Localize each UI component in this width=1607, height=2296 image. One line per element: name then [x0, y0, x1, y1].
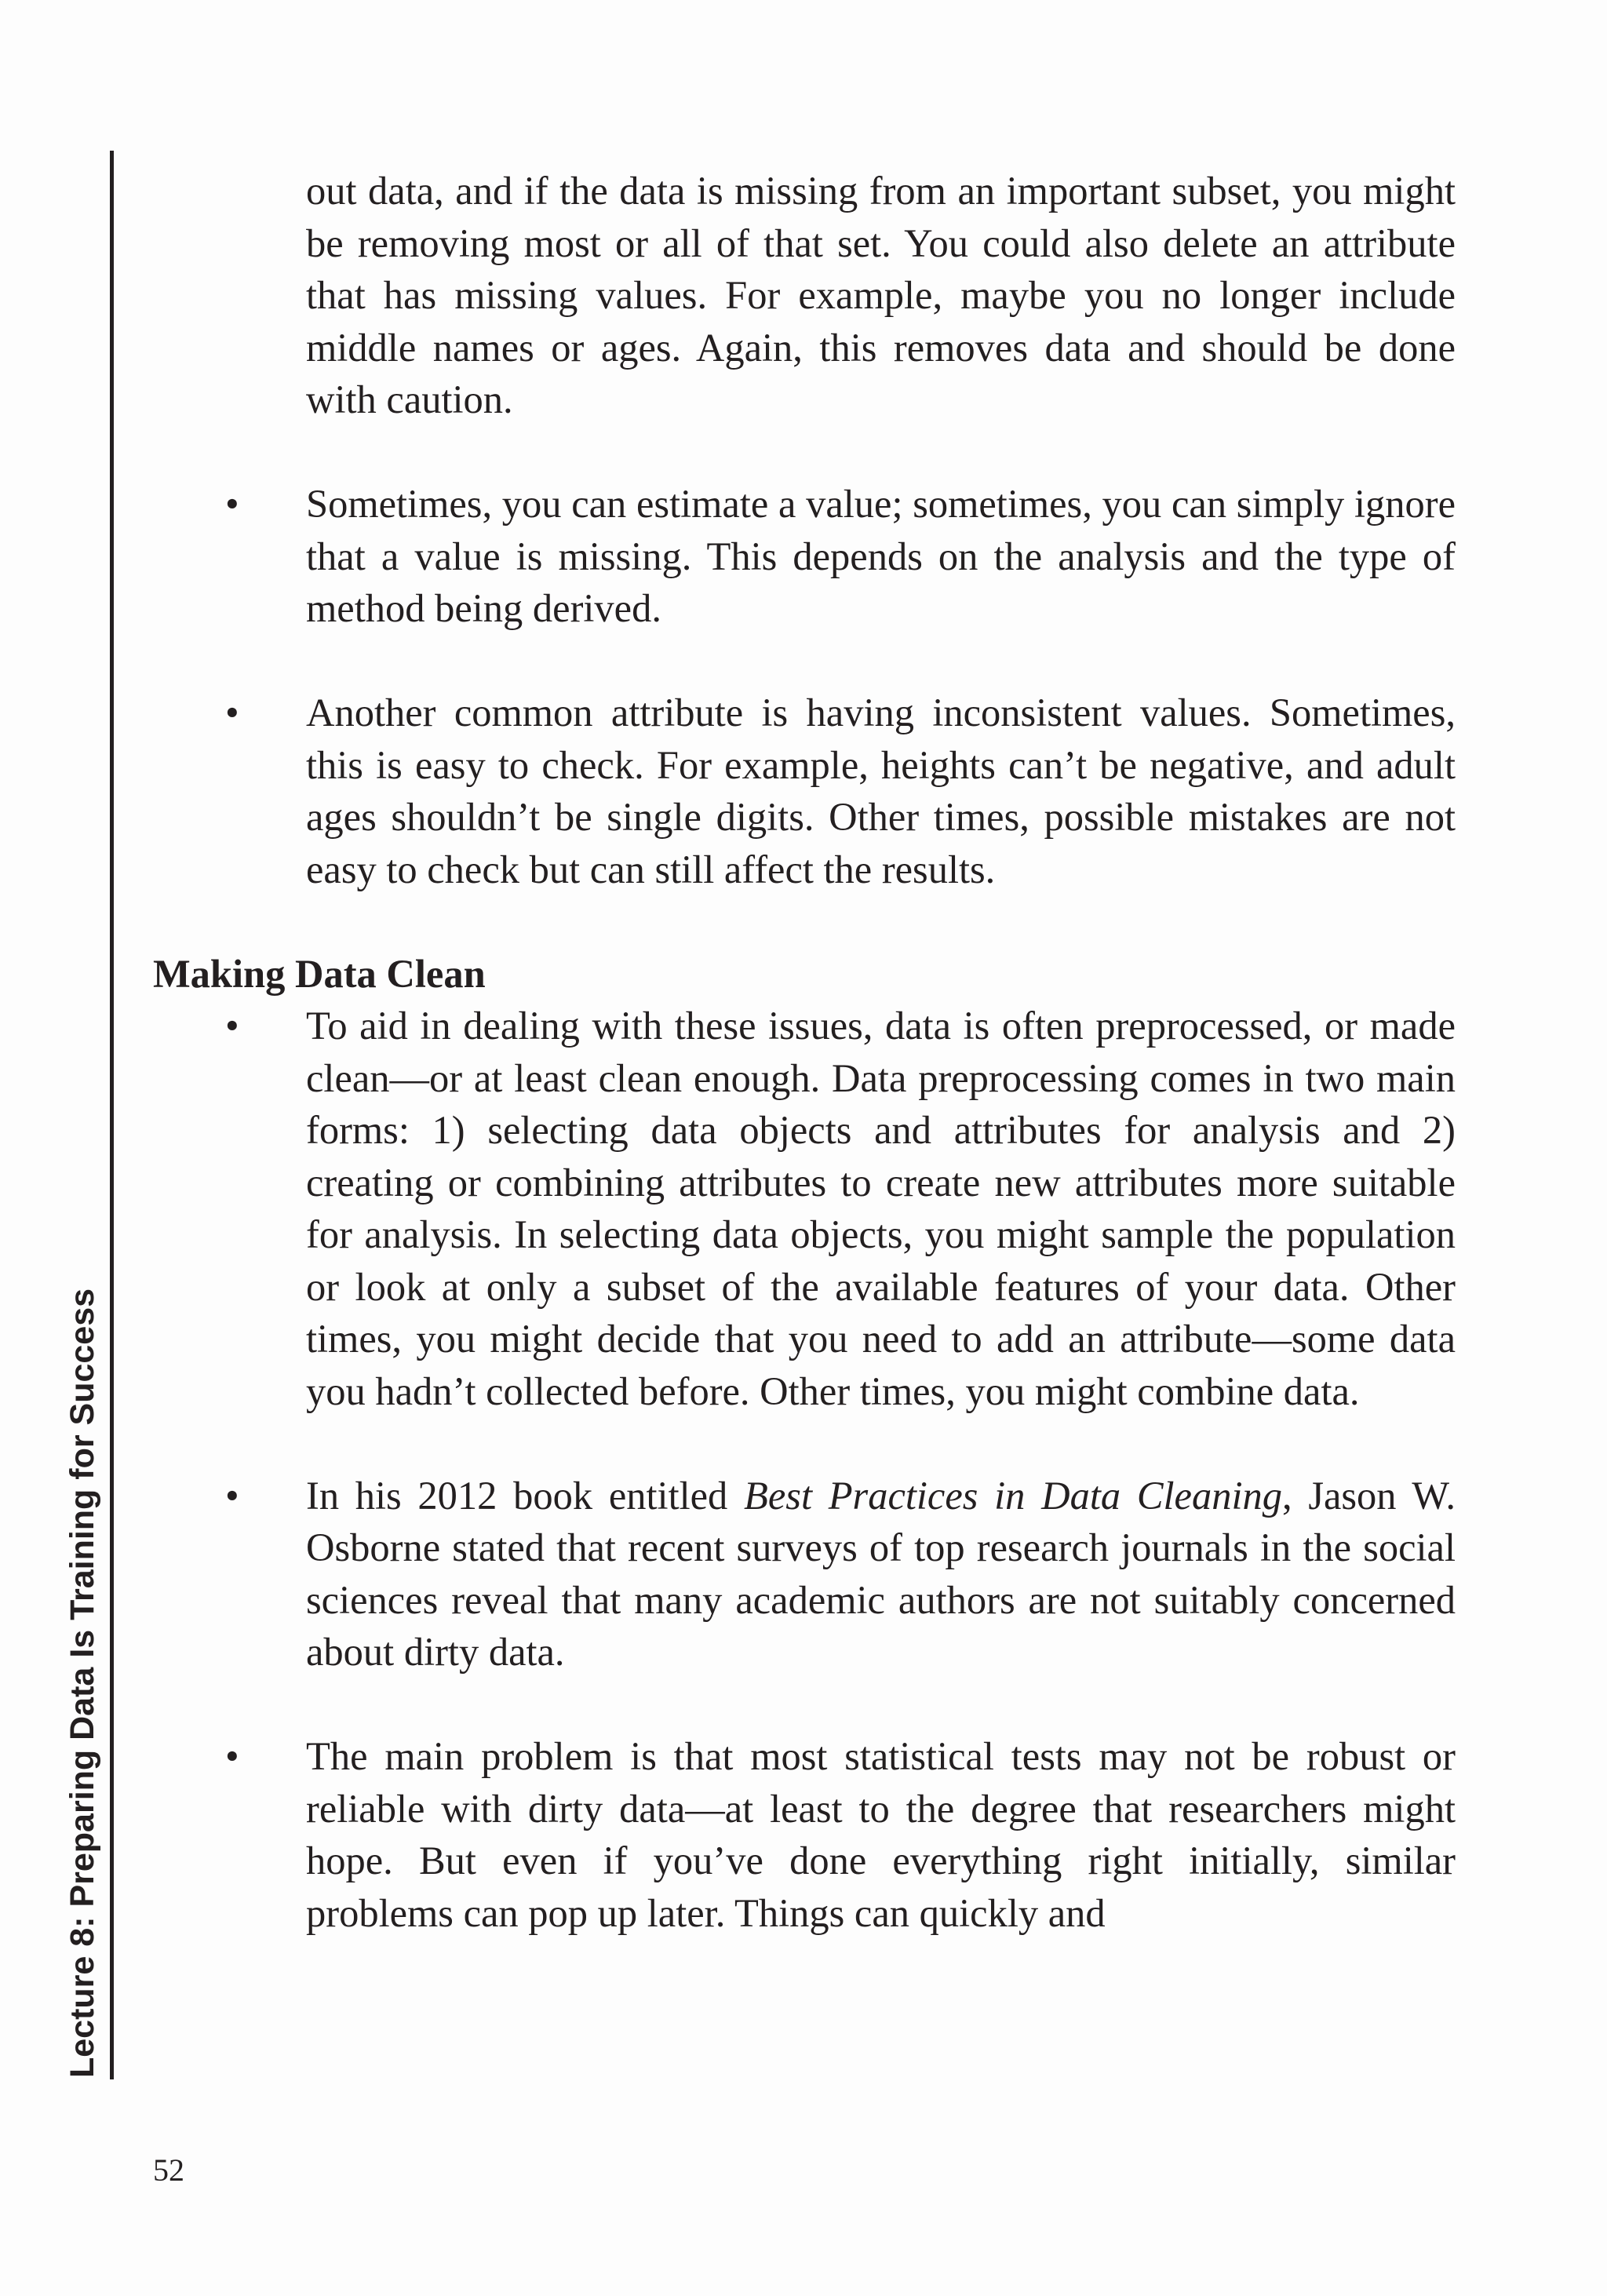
- bullet-item-osborne-book: [153, 1470, 1456, 1678]
- bullet-item-estimate-value: [153, 478, 1456, 635]
- bullet-item-inconsistent-values: [153, 687, 1456, 895]
- bullet-icon: •: [225, 1004, 239, 1048]
- bullet-item-preprocessing: [153, 1000, 1456, 1417]
- bullet-text-before-title: In his 2012 book entitled: [306, 1473, 745, 1518]
- bullet-text-after-title: , Jason W. Osborne stated that recent surveys of top research journals in the social sciences reveal that many academic authors are not suitably concerned about dirty data.: [306, 1473, 1456, 1674]
- bullet-list-missing-values: [153, 478, 1456, 895]
- bullet-icon: •: [225, 482, 239, 526]
- bullet-text: To aid in dealing with these issues, data is often preprocessed, or made clean—or at least clean enough. Data preprocessing comes in two main forms: 1) selecting data objects and attributes for analysis and 2) creating or combining attributes to create new attributes more suitable for analysis. In selecting data objects, you might sample the population or look at only a subset of the available features of your data. Other times, you might decide that you need to add an attribute—some data you hadn’t collected before. Other times, you might combine data.: [306, 1004, 1456, 1413]
- intro-paragraph: out data, and if the data is missing from an important subset, you might be removing most or all of that set. You could also delete an attribute that has missing values. For example, maybe you no longer include middle names or ages. Again, this removes data and should be done with caution.: [306, 169, 1456, 421]
- section-heading-making-data-clean: Making Data Clean: [153, 951, 486, 996]
- bullet-item-statistical-tests: [153, 1730, 1456, 1939]
- bullet-icon: •: [225, 1734, 239, 1778]
- bullet-icon: •: [225, 1473, 239, 1518]
- bullet-text: Sometimes, you can estimate a value; sometimes, you can simply ignore that a value is missing. This depends on the analysis and the type of method being derived.: [306, 482, 1456, 630]
- page-number: 52: [153, 2152, 184, 2188]
- bullet-text: The main problem is that most statistical tests may not be robust or reliable with dirty data—at least to the degree that researchers might hope. But even if you’ve done everything right initially, similar problems can pop up later. Things can quickly and: [306, 1734, 1456, 1935]
- book-title: Best Practices in Data Cleaning: [744, 1473, 1282, 1518]
- page-body: [153, 165, 1456, 1939]
- lecture-running-head: Lecture 8: Preparing Data Is Training for Success: [64, 1288, 101, 2078]
- bullet-text: Another common attribute is having inconsistent values. Sometimes, this is easy to check. For example, heights can’t be negative, and adult ages shouldn’t be single digits. Other times, possible mistakes are not easy to check but can still affect the results.: [306, 691, 1456, 891]
- sidebar-rule: [110, 151, 114, 2079]
- bullet-list-making-data-clean: [153, 1000, 1456, 1939]
- bullet-icon: •: [225, 691, 239, 734]
